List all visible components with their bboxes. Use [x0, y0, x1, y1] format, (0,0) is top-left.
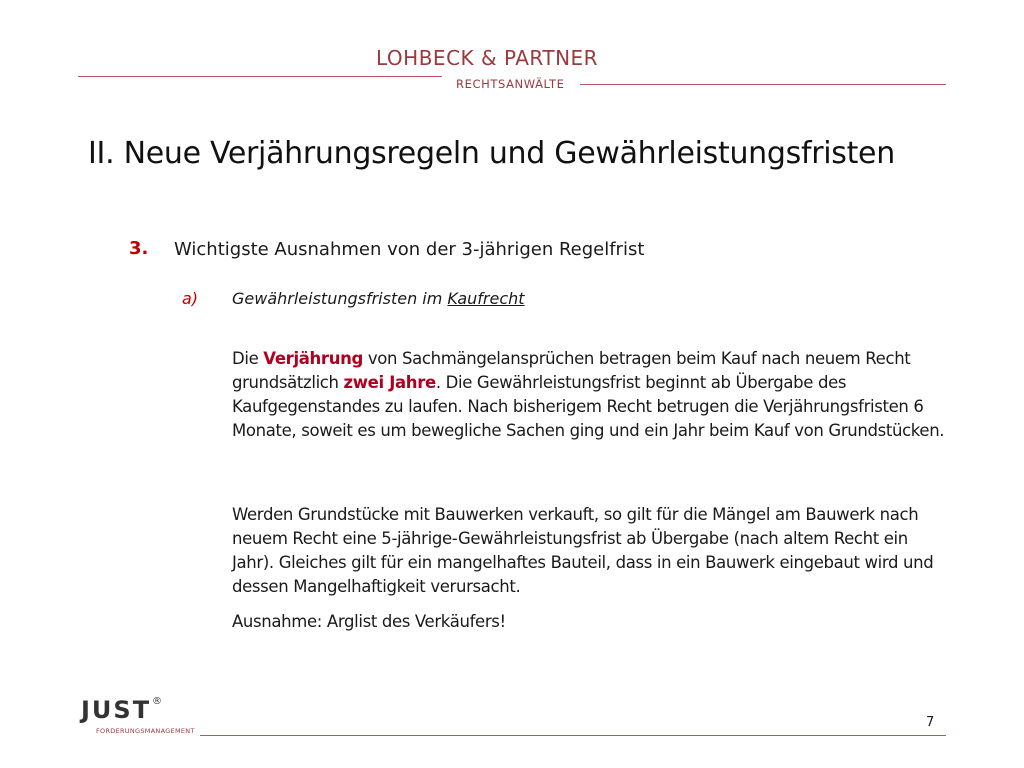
- paragraph-bauwerke: Werden Grundstücke mit Bauwerken verkauft, so gilt für die Mängel am Bauwerk nach neuem Recht eine 5-jährige-Gewährleistungsfrist ab Übergabe (nach altem Recht ein Jahr). Gleiches gilt für ein mangelhaftes Bauteil, dass in ein Bauwerk eingebaut wird und dessen Mangelhaftigkeit verursacht.: [232, 505, 934, 596]
- brand-subtitle: RECHTSANWÄLTE: [456, 77, 565, 91]
- footer-rule: [200, 735, 946, 736]
- header-rule-right: [580, 84, 946, 85]
- slide-title: II. Neue Verjährungsregeln und Gewährleistungsfristen: [88, 136, 895, 171]
- just-logo: JUST: [81, 696, 152, 724]
- paragraph1-text-1: Die: [232, 349, 264, 368]
- paragraph1-text-2: von Sachmängelansprüchen betragen beim Kauf nach neuem Recht grundsätzlich: [232, 349, 911, 392]
- subsection-heading-underlined: Kaufrecht: [447, 289, 525, 308]
- section-heading: Wichtigste Ausnahmen von der 3-jährigen Regelfrist: [174, 239, 645, 260]
- brand-name: LOHBECK & PARTNER: [376, 46, 599, 70]
- section-number: 3.: [129, 238, 149, 259]
- paragraph-verjaehrung: [232, 347, 952, 443]
- header-rule-left: [78, 76, 442, 77]
- logo-subtitle: FORDERUNGSMANAGEMENT: [96, 727, 195, 735]
- highlight-zwei-jahre: zwei Jahre: [343, 373, 436, 392]
- subsection-heading-prefix: Gewährleistungsfristen im: [232, 289, 448, 308]
- subsection-heading: [232, 289, 525, 308]
- registered-mark: ®: [152, 696, 162, 707]
- highlight-verjaehrung: Verjährung: [263, 349, 363, 368]
- paragraph-ausnahme: Ausnahme: Arglist des Verkäufers!: [232, 612, 506, 631]
- subsection-letter: a): [182, 289, 199, 308]
- page-number: 7: [926, 715, 935, 730]
- paragraph1-text-3: . Die Gewährleistungsfrist beginnt ab Übergabe des Kaufgegenstandes zu laufen. Nach bisherigem Recht betrugen die Verjährungsfristen 6 Monate, soweit es um bewegliche Sachen ging und ein Jahr beim Kauf von Grundstücken.: [232, 373, 945, 440]
